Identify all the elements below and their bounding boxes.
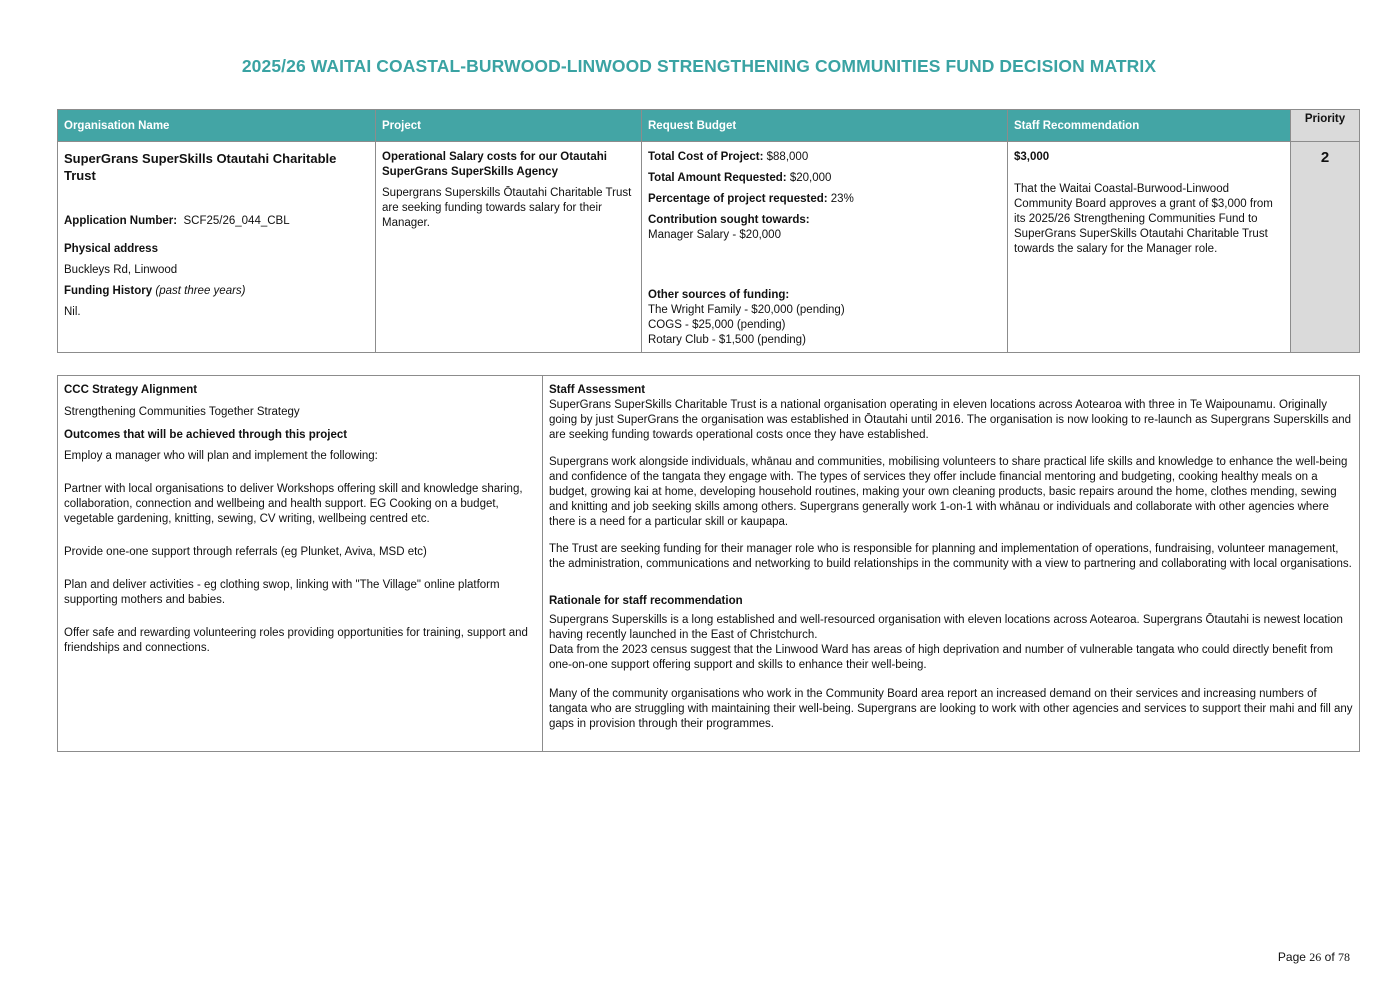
rationale-paragraph: Data from the 2023 census suggest that the Linwood Ward has areas of high deprivation and number of vulnerable tangata who could directly benefit from one-on-one support offering support and skills to enhance their well-being. — [549, 644, 1333, 671]
application-number: Application Number: SCF25/26_044_CBL — [64, 215, 290, 227]
rationale-paragraph: Many of the community organisations who work in the Community Board area report an increased demand on their services and increasing numbers of tangata who are struggling with maintaining their well-being. Supergrans are looking to work with other agencies and services to support their mahi and fill any gaps in provision through their programmes. — [549, 688, 1353, 730]
decision-table — [57, 109, 1360, 353]
header-project: Project — [376, 110, 642, 142]
page-number: 26 — [1309, 950, 1322, 964]
assessment-paragraph: Supergrans work alongside individuals, whānau and communities, mobilising volunteers to share practical life skills and knowledge to enhance the well-being and confidence of the tangata they engage with. The types of services they offer include financial mentoring and budgeting, cooking healthy meals on a budget, growing kai at home, developing household routines, making your own cleaning products, basic repairs around the home, clothes mending, sewing and knitting and job seeking skills among others. Supergrans generally work 1-on-1 with whānau or individuals and collaborate with other agencies where there is a need for a particular skill or kaupapa. — [549, 456, 1348, 528]
of-label: of — [1324, 950, 1335, 964]
project-title: Operational Salary costs for our Otautahi SuperGrans SuperSkills Agency — [382, 151, 607, 178]
priority-value: 2 — [1320, 149, 1330, 166]
total-requested: Total Amount Requested: $20,000 — [648, 172, 832, 184]
recommendation-text: That the Waitai Coastal-Burwood-Linwood Community Board approves a grant of $3,000 from its 2025/26 Strengthening Communities Fund to SuperGrans SuperSkills Otautahi Charitable Trust towards the salary for the Manager role. — [1014, 183, 1273, 255]
contribution-label: Contribution sought towards: — [648, 214, 810, 226]
strategy-heading: CCC Strategy Alignment — [64, 384, 198, 396]
list-item: Offer safe and rewarding volunteering roles providing opportunities for training, support and friendships and connections. — [64, 627, 528, 654]
rationale-paragraph: Supergrans Superskills is a long established and well-resourced organisation with eleven locations across Aotearoa. Supergrans Ōtautahi is newest location having recently launched in the East of Christchurch. — [549, 614, 1343, 641]
page-label: Page — [1277, 950, 1306, 964]
funding-history-label: Funding History (past three years) — [64, 285, 246, 297]
project-cell — [376, 142, 642, 353]
recommendation-cell — [1008, 142, 1291, 353]
total-pages: 78 — [1338, 950, 1350, 964]
list-item: Partner with local organisations to deliver Workshops offering skill and knowledge sharing, collaboration, connection and wellbeing and health support. EG Cooking on a budget, vegetable gardening, knitting, sewing, CV writing, wellbeing centred etc. — [64, 483, 523, 525]
header-organisation: Organisation Name — [58, 110, 376, 142]
recommendation-amount: $3,000 — [1014, 151, 1050, 163]
project-description: Supergrans Superskills Ōtautahi Charitable Trust are seeking funding towards salary for their Manager. — [382, 187, 632, 229]
organisation-name: SuperGrans SuperSkills Otautahi Charitable Trust — [64, 151, 337, 183]
percentage-requested: Percentage of project requested: 23% — [648, 193, 854, 205]
budget-cell — [642, 142, 1008, 353]
assessment-table — [57, 375, 1360, 752]
header-row — [58, 110, 1360, 142]
priority-cell — [1291, 142, 1360, 353]
page-title: 2025/26 WAITAI COASTAL-BURWOOD-LINWOOD STRENGTHENING COMMUNITIES FUND DECISION MATRIX — [241, 56, 1157, 76]
assessment-cell — [543, 376, 1360, 752]
list-item: Rotary Club - $1,500 (pending) — [648, 334, 806, 346]
assessment-heading: Staff Assessment — [549, 384, 646, 396]
strategy-name: Strengthening Communities Together Strategy — [64, 406, 300, 418]
other-sources-label: Other sources of funding: — [648, 289, 790, 301]
list-item: The Wright Family - $20,000 (pending) — [648, 304, 845, 316]
outcomes-intro: Employ a manager who will plan and implement the following: — [64, 450, 378, 462]
address-value: Buckleys Rd, Linwood — [64, 264, 178, 276]
list-item: Plan and deliver activities - eg clothing swop, linking with "The Village" online platform supporting mothers and babies. — [64, 579, 500, 606]
header-budget: Request Budget — [642, 110, 1008, 142]
assessment-paragraph: SuperGrans SuperSkills Charitable Trust is a national organisation operating in eleven locations across Aotearoa with three in Te Waipounamu. Originally going by just SuperGrans the organisation was established in Ōtautahi until 2016. The organisation is now looking to re-launch as Supergrans Superskills and are seeking funding towards operational costs once they have established. — [549, 399, 1352, 441]
list-item: Provide one-one support through referrals (eg Plunket, Aviva, MSD etc) — [64, 546, 427, 558]
address-label: Physical address — [64, 243, 158, 255]
outcomes-heading: Outcomes that will be achieved through this project — [64, 429, 348, 441]
page-footer — [1278, 950, 1350, 965]
strategy-cell — [58, 376, 543, 752]
total-cost: Total Cost of Project: $88,000 — [648, 151, 809, 163]
funding-history-value: Nil. — [64, 306, 81, 318]
list-item: COGS - $25,000 (pending) — [648, 319, 786, 331]
table-row — [58, 142, 1360, 353]
assessment-paragraph: The Trust are seeking funding for their manager role who is responsible for planning and implementation of operations, fundraising, volunteer management, the administration, communications and networking to build relationships in the community with a view to partnering and collaborating with local organisations. — [549, 543, 1352, 570]
table-row — [58, 376, 1360, 752]
contribution-value: Manager Salary - $20,000 — [648, 229, 781, 241]
organisation-cell — [58, 142, 376, 353]
header-priority: Priority — [1291, 110, 1360, 142]
header-recommendation: Staff Recommendation — [1008, 110, 1291, 142]
rationale-heading: Rationale for staff recommendation — [549, 595, 743, 607]
